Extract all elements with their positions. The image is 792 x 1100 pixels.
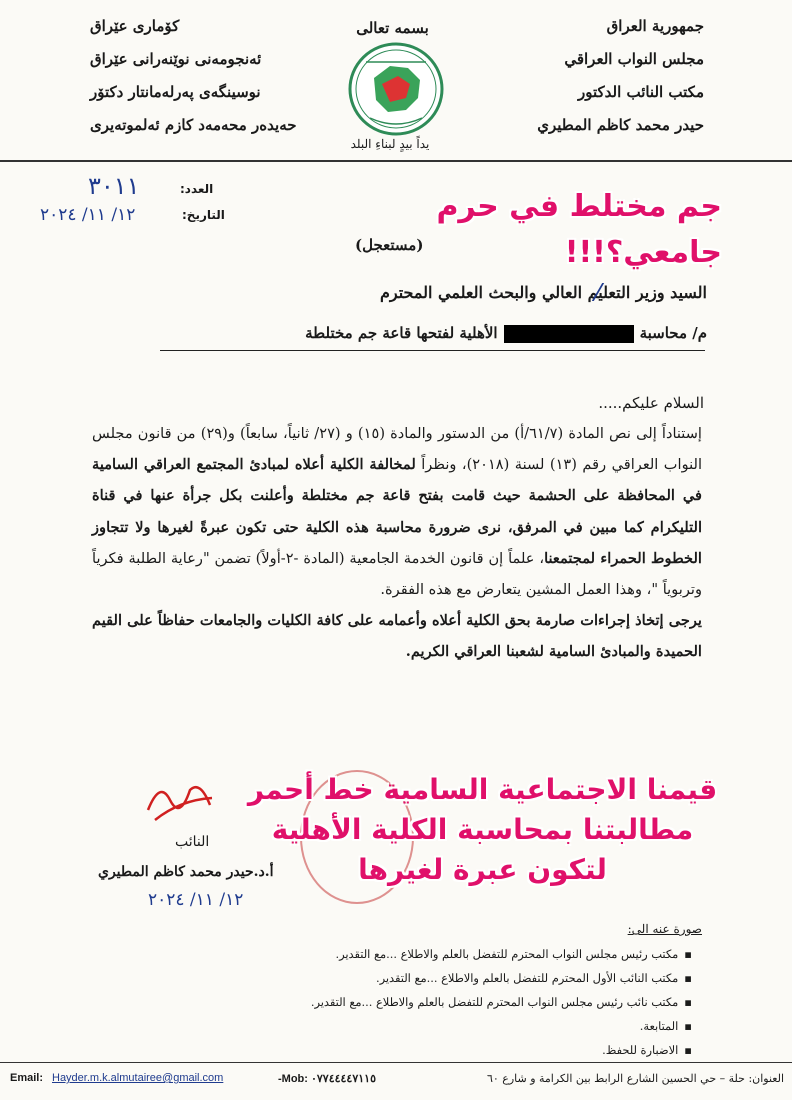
body-text-run: إستناداً إلى نص المادة (٦١/٧/أ) من الدستور والمادة (١٥) و (٢٧/ ثانياً، سابعاً) و(٢٩) من قانون مجلس النواب العراقي رقم (١٣) لسنة (٢٠١٨)، ونظراً bbox=[92, 425, 703, 474]
parliament-logo-icon bbox=[346, 40, 446, 138]
basmala: بسمه تعالى bbox=[356, 19, 429, 37]
motto: يداً بيدٍ لبناءِ البلد bbox=[350, 137, 430, 151]
overlay-caption-line: قيمنا الاجتماعية السامية خط أحمر bbox=[247, 773, 718, 806]
cc-item: ▪ الاضبارة للحفظ. bbox=[311, 1038, 692, 1062]
header-arabic bbox=[537, 10, 704, 142]
header-kurdish bbox=[90, 10, 297, 142]
header-arabic-line: مجلس النواب العراقي bbox=[564, 50, 704, 68]
cc-list bbox=[311, 942, 692, 1062]
header-arabic-line: مكتب النائب الدكتور bbox=[577, 83, 704, 101]
overlay-caption-line: جامعي؟!!! bbox=[564, 235, 722, 270]
date-label: التاريخ: bbox=[182, 208, 225, 222]
subject-prefix: م/ محاسبة bbox=[639, 324, 707, 342]
cc-item: ▪ مكتب النائب الأول المحترم للتفضل بالعلم والاطلاع ...مع التقدير. bbox=[311, 966, 692, 990]
addressee: السيد وزير التعليم العالي والبحث العلمي المحترم bbox=[379, 283, 707, 302]
header-kurdish-line: ئەنجومەنی نوێنەرانی عێراق bbox=[90, 50, 262, 68]
mobile-number: -Mob: ٠٧٧٤٤٤٤٧١١٥ bbox=[278, 1073, 376, 1085]
body-paragraph: يرجى إتخاذ إجراءات صارمة بحق الكلية أعلاه وأعمامه على كافة الكليات والجامعات حفاظاً على القيم الحميدة والمبادئ السامية لشعبنا العراقي الكريم. bbox=[92, 612, 702, 661]
letter-number: ٣٠١١ bbox=[88, 172, 140, 200]
cc-item: ▪ المتابعة. bbox=[311, 1014, 692, 1038]
urgent-label: (مستعجل) bbox=[355, 236, 424, 254]
subject-line bbox=[87, 324, 707, 343]
signature-date: ١٢/ ١١/ ٢٠٢٤ bbox=[148, 890, 244, 910]
header-divider bbox=[0, 160, 792, 162]
signatory-title: النائب bbox=[175, 834, 210, 850]
office-address: العنوان: حلة – حي الحسين الشارع الرابط بين الكرامة و شارع ٦٠ bbox=[486, 1072, 784, 1085]
body-text-bold: لمخالفة الكلية أعلاه لمبادئ المجتمع العراقي السامية في المحافظة على الحشمة حيث قامت بفتح قاعة جم مختلطة وأعلنت بكل جرأة عنها في قناة التليكرام كما مبين في المرفق، نرى ضرورة محاسبة هذه الكلية حتى تكون عبرةً لغيرها ولا تتجاوز الخطوط الحمراء لمجتمعنا bbox=[92, 456, 702, 567]
footer bbox=[0, 1068, 792, 1092]
cc-item: ▪ مكتب رئيس مجلس النواب المحترم للتفضل بالعلم والاطلاع ...مع التقدير. bbox=[311, 942, 692, 966]
body-paragraph bbox=[92, 418, 702, 605]
cc-title: صورة عنه الى: bbox=[627, 922, 702, 936]
subject-suffix: الأهلية لفتحها قاعة جم مختلطة bbox=[305, 324, 498, 342]
overlay-caption-line: جم مختلط في حرم bbox=[436, 189, 722, 224]
header-kurdish-line: حەیدەر محەمەد کازم ئەلموتەیری bbox=[90, 116, 297, 134]
number-label: العدد: bbox=[180, 182, 214, 196]
footer-divider bbox=[0, 1062, 792, 1063]
letter-body bbox=[92, 418, 702, 668]
body-text-run: ، علماً إن قانون الخدمة الجامعية (المادة -٢-أولاً) تضمن "رعاية الطلبة فكرياً وتربوياً "، وهذا العمل المشين يتعارض مع هذه الفقرة. bbox=[92, 549, 702, 599]
redaction-bar bbox=[504, 325, 634, 343]
email-link[interactable]: Hayder.m.k.almutairee@gmail.com bbox=[52, 1072, 224, 1084]
greeting: السلام عليكم..... bbox=[598, 394, 704, 412]
header-arabic-line: حيدر محمد كاظم المطيري bbox=[537, 116, 704, 134]
signatory-name: أ.د.حيدر محمد كاظم المطيري bbox=[98, 864, 274, 880]
letter-date: ١٢/ ١١/ ٢٠٢٤ bbox=[40, 205, 136, 225]
header-kurdish-line: نوسینگەی پەرلەمانتار دکتۆر bbox=[90, 83, 261, 101]
subject-underline bbox=[160, 350, 705, 351]
overlay-caption-top bbox=[436, 184, 722, 276]
overlay-caption-bottom bbox=[200, 770, 765, 890]
overlay-caption-line: لتكون عبرة لغيرها bbox=[358, 853, 607, 886]
header-kurdish-line: كۆماری عێراق bbox=[90, 17, 180, 35]
overlay-caption-line: مطالبتنا بمحاسبة الكلية الأهلية bbox=[271, 813, 694, 846]
cc-item: ▪ مكتب نائب رئيس مجلس النواب المحترم للتفضل بالعلم والاطلاع ...مع التقدير. bbox=[311, 990, 692, 1014]
email-label: Email: bbox=[10, 1072, 44, 1084]
header-arabic-line: جمهورية العراق bbox=[606, 17, 704, 35]
